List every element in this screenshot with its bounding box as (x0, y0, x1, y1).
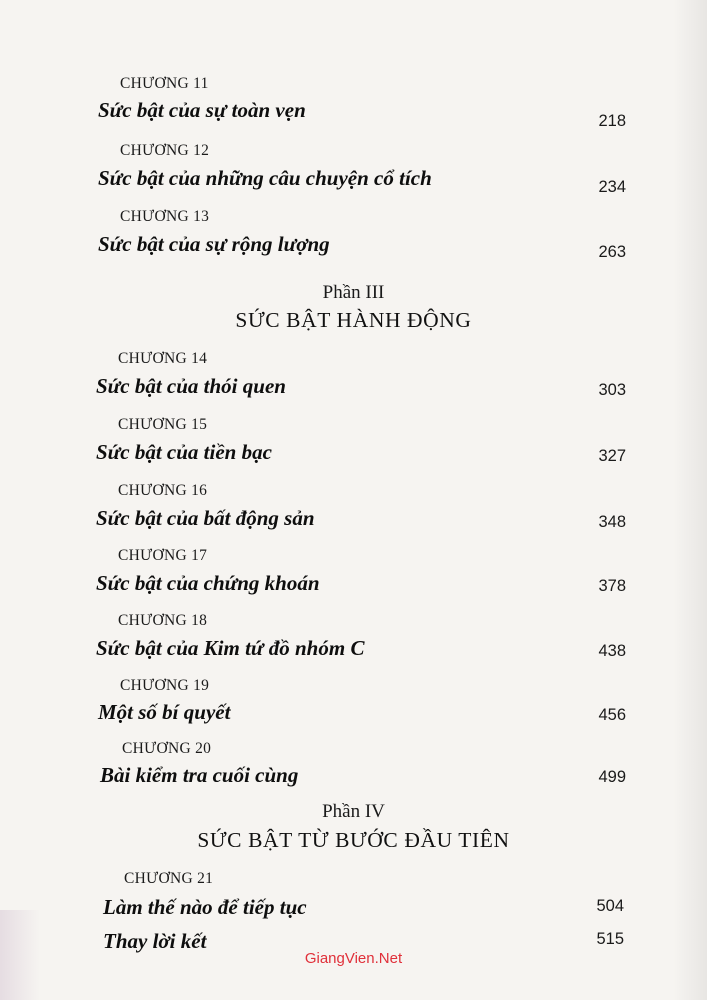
chapter-title-19: Một số bí quyết (98, 700, 231, 724)
page-number-13: 263 (598, 243, 626, 261)
chapter-title-11: Sức bật của sự toàn vẹn (98, 98, 306, 122)
chapter-label-18: CHƯƠNG 18 (118, 612, 208, 629)
watermark-text: GiangVien.Net (304, 950, 403, 967)
page-number-12: 234 (598, 178, 626, 196)
chapter-title-18: Sức bật của Kim tứ đồ nhóm C (96, 636, 365, 660)
chapter-title-16: Sức bật của bất động sản (96, 506, 315, 530)
chapter-label-13: CHƯƠNG 13 (120, 208, 210, 225)
part-label-4: Phần IV (322, 801, 385, 822)
chapter-label-14: CHƯƠNG 14 (118, 350, 208, 367)
page-number-16: 348 (598, 513, 626, 531)
chapter-label-21: CHƯƠNG 21 (124, 870, 214, 887)
chapter-label-19: CHƯƠNG 19 (120, 677, 210, 694)
part-label-3: Phần III (322, 282, 385, 303)
afterword-page-number: 515 (596, 930, 624, 948)
part-title-4: SỨC BẬT TỪ BƯỚC ĐẦU TIÊN (197, 828, 510, 852)
chapter-title-17: Sức bật của chứng khoán (96, 571, 320, 595)
page-number-18: 438 (598, 642, 626, 660)
chapter-title-14: Sức bật của thói quen (96, 374, 286, 398)
part-title-3: SỨC BẬT HÀNH ĐỘNG (235, 308, 472, 332)
chapter-label-16: CHƯƠNG 16 (118, 482, 208, 499)
page-number-20: 499 (598, 768, 626, 786)
chapter-label-12: CHƯƠNG 12 (120, 142, 210, 159)
afterword-title: Thay lời kết (103, 929, 207, 953)
chapter-title-21: Làm thế nào để tiếp tục (103, 895, 307, 919)
chapter-label-11: CHƯƠNG 11 (120, 75, 209, 92)
chapter-title-20: Bài kiểm tra cuối cùng (100, 763, 299, 787)
page-number-19: 456 (598, 706, 626, 724)
page-number-15: 327 (598, 447, 626, 465)
chapter-title-13: Sức bật của sự rộng lượng (98, 232, 330, 256)
chapter-label-17: CHƯƠNG 17 (118, 547, 208, 564)
page-number-11: 218 (598, 112, 626, 130)
chapter-label-20: CHƯƠNG 20 (122, 740, 212, 757)
page-number-14: 303 (598, 381, 626, 399)
page-number-21: 504 (596, 897, 624, 915)
chapter-title-12: Sức bật của những câu chuyện cổ tích (98, 166, 432, 190)
chapter-title-15: Sức bật của tiền bạc (96, 440, 272, 464)
page-number-17: 378 (598, 577, 626, 595)
chapter-label-15: CHƯƠNG 15 (118, 416, 208, 433)
